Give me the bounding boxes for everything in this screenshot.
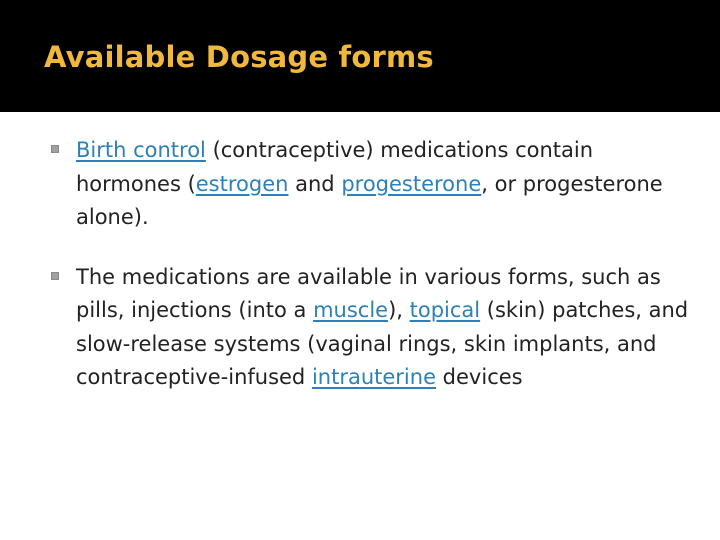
text-segment: ),: [388, 298, 410, 322]
link-estrogen[interactable]: estrogen: [195, 171, 289, 196]
link-muscle[interactable]: muscle: [313, 298, 389, 322]
link-progesterone[interactable]: progesterone: [341, 171, 482, 196]
bullet-square-icon: [51, 145, 59, 153]
text-segment: , or progesterone alone).: [76, 171, 663, 229]
text-segment: The medications are available in various forms, such as pills, injections (into a: [76, 264, 661, 322]
bullet-square-icon: [51, 272, 59, 280]
text-segment: and: [288, 171, 342, 196]
title-divider: [0, 112, 720, 115]
link-birth-control[interactable]: Birth control: [76, 138, 206, 162]
link-topical[interactable]: topical: [409, 298, 481, 322]
text-segment: (contraceptive) medications contain hormones (: [76, 138, 594, 196]
link-intrauterine[interactable]: intrauterine: [311, 365, 436, 389]
slide-title: Available Dosage forms: [44, 40, 434, 74]
bullet-text: [76, 138, 663, 229]
slide-content: [48, 134, 698, 395]
bullet-item-medication-forms: [48, 261, 698, 395]
text-segment: devices: [436, 365, 523, 389]
bullet-text: [76, 265, 688, 390]
bullet-item-contraceptive-hormones: [48, 134, 698, 235]
text-segment: (skin) patches, and slow-release systems (vaginal rings, skin implants, and contraceptive-infused: [76, 298, 689, 389]
title-bar: [0, 0, 720, 112]
